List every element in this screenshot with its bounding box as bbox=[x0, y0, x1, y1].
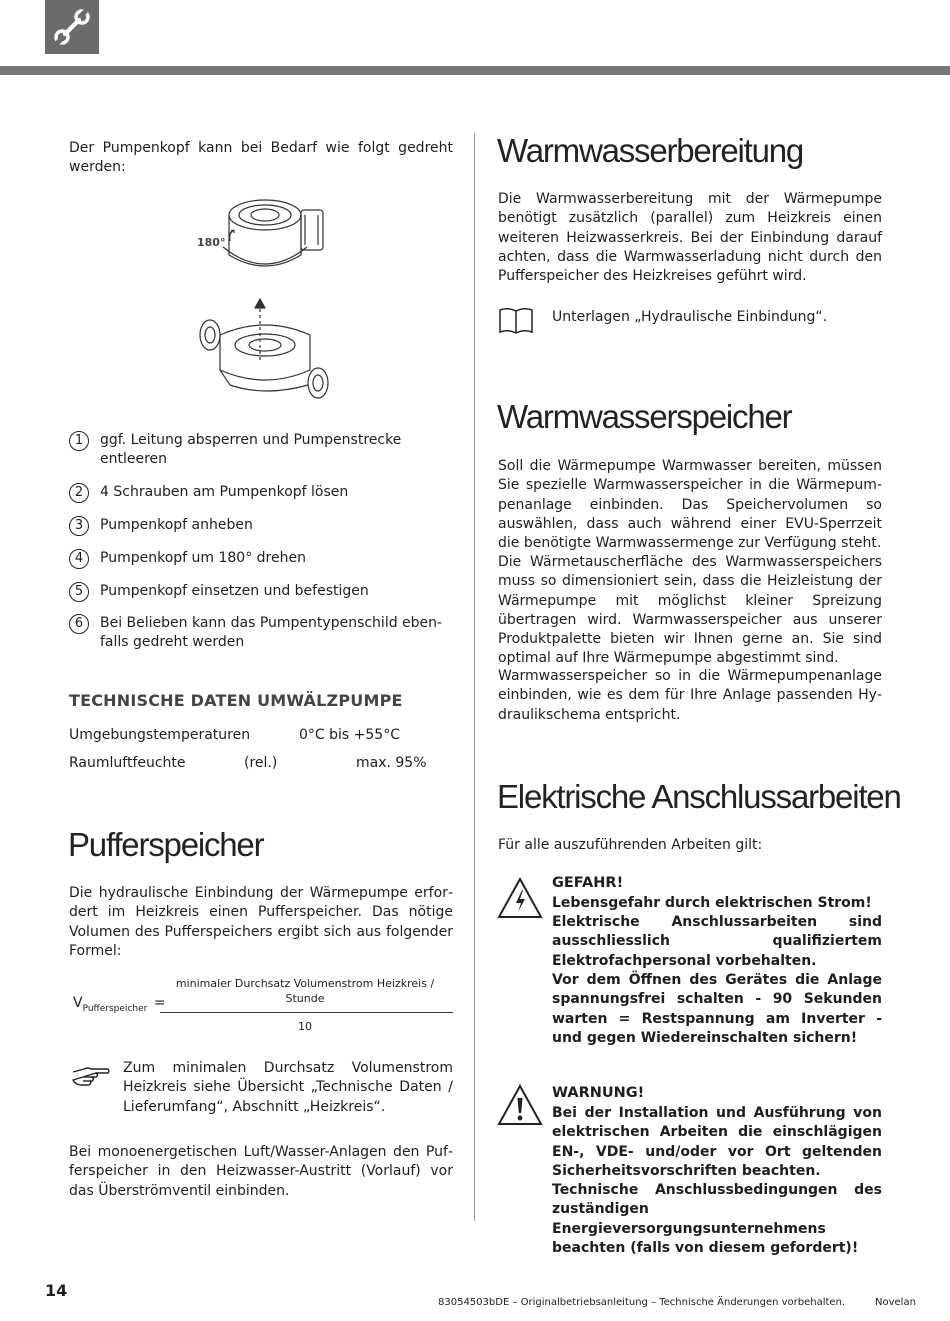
pufferspeicher-heading: Pufferspeicher bbox=[68, 826, 264, 863]
rotation-label: 180° bbox=[197, 236, 226, 249]
pufferspeicher-text: Die hydraulische Einbindung der Wärmepumpe erfordert im Heizkreis einen Pufferspeicher. Das nötige Volumen des Pufferspeichers ergibt sich aus folgender Formel: bbox=[69, 885, 453, 959]
pointing-hand-icon bbox=[70, 1060, 112, 1088]
electric-hazard-icon bbox=[497, 876, 543, 920]
note-text: Zum minimalen Durchsatz Volumenstrom Heizkreis siehe Übersicht „Technische Daten / Lieferumfang“, Abschnitt „Heizkreis“. bbox=[123, 1060, 453, 1115]
tech-row-label: Raumluftfeuchte bbox=[69, 755, 186, 771]
step-text: Pumpenkopf um 180° drehen bbox=[100, 550, 306, 566]
tech-row-label: Umgebungstemperaturen bbox=[69, 727, 251, 743]
warning-icon bbox=[497, 1083, 543, 1127]
hydraulic-reference: Unterlagen „Hydraulische Einbindung“. bbox=[552, 309, 828, 325]
warning-title: WARNUNG! bbox=[552, 1085, 645, 1101]
step-number: 2 bbox=[69, 483, 89, 503]
wrench-icon bbox=[45, 0, 99, 54]
tech-data-heading: TECHNISCHE DATEN UMWÄLZPUMPE bbox=[69, 691, 403, 710]
danger-title: GEFAHR! bbox=[552, 875, 624, 891]
pump-intro: Der Pumpenkopf kann bei Bedarf wie folgt gedreht werden: bbox=[69, 140, 453, 176]
tech-row-qualifier: (rel.) bbox=[244, 755, 278, 771]
step-number: 3 bbox=[69, 516, 89, 536]
step-number: 5 bbox=[69, 582, 89, 602]
formula-subscript: Pufferspeicher bbox=[82, 1004, 148, 1014]
formula-numerator: minimaler Durchsatz Volumenstrom Heizkreis / Stunde bbox=[175, 977, 435, 1005]
warning-text-2: Technische Anschlussbedingungen des zuständigen Energieversorgungsunternehmens beachten (falls von diesem gefordert)! bbox=[552, 1182, 882, 1256]
step-text: Pumpenkopf einsetzen und befestigen bbox=[100, 583, 369, 599]
step-text: 4 Schrauben am Pumpenkopf lösen bbox=[100, 484, 349, 500]
header-bar bbox=[0, 66, 950, 75]
step-text: ggf. Leitung absperren und Pumpenstrecke entleeren bbox=[100, 432, 402, 468]
warmwasserbereitung-heading: Warmwasserbereitung bbox=[497, 132, 804, 169]
mono-text: Bei monoenergetischen Luft/Wasser-Anlagen den Pufferspeicher in den Heizwasser-Austritt (Vorlauf) vor das Überströmventil einbinden. bbox=[69, 1144, 453, 1199]
warmwasserspeicher-text-1: Soll die Wärmepumpe Warmwasser bereiten, müssen Sie spezielle Warmwasserspeicher in die Wärmepumpenanlage einbinden. Das Speichervolumen so auswählen, dass auch während einer EVU-Sperrzeit die benötigte Warmwassermenge zur Verfügung steht. bbox=[498, 458, 882, 552]
warmwasserspeicher-heading: Warmwasserspeicher bbox=[497, 398, 792, 435]
formula-fraction-bar bbox=[160, 1012, 453, 1013]
elektrische-heading: Elektrische Anschlussarbeiten bbox=[497, 778, 901, 815]
step-number: 1 bbox=[69, 431, 89, 451]
danger-text-2: Elektrische Anschlussarbeiten sind ausschliesslich qualifiziertem Elektrofachpersonal vorbehalten. bbox=[552, 914, 882, 969]
tech-row-value: max. 95% bbox=[356, 755, 427, 771]
document-reference: 83054503bDE – Originalbetriebsanleitung – Technische Änderungen vorbehalten. bbox=[438, 1297, 846, 1308]
warmwasserspeicher-text-3: Warmwasserspeicher so in die Wärmepumpenanlage einbinden, wie es dem für Ihre Anlage passenden Hydraulikschema entspricht. bbox=[498, 668, 882, 723]
formula-lhs bbox=[73, 995, 166, 1014]
danger-text-3: Vor dem Öffnen des Gerätes die Anlage spannungsfrei schalten - 90 Sekunden warten = Restspannung am Inverter - und gegen Wiedereinschalten sichern! bbox=[552, 972, 882, 1046]
page-number: 14 bbox=[45, 1281, 68, 1300]
step-text: Pumpenkopf anheben bbox=[100, 517, 253, 533]
step-text: Bei Belieben kann das Pumpentypenschild ebenfalls gedreht werden bbox=[100, 615, 443, 651]
elektrische-intro: Für alle auszuführenden Arbeiten gilt: bbox=[498, 837, 763, 853]
step-number: 6 bbox=[69, 614, 89, 634]
formula-v: V bbox=[73, 995, 83, 1011]
column-divider bbox=[474, 133, 475, 1221]
danger-text-1: Lebensgefahr durch elektrischen Strom! bbox=[552, 895, 872, 911]
step-number: 4 bbox=[69, 549, 89, 569]
formula-equals: = bbox=[153, 995, 166, 1011]
brand-name: Novelan bbox=[875, 1297, 916, 1308]
warmwasserspeicher-text-2: Die Wärmetauscherfläche des Warmwasserspeichers muss so dimensioniert sein, dass die Heizleistung der Wärmepumpe mit möglichst kleiner Spreizung übertragen wird. Warmwasserspeicher aus unserer Produktpalette bieten wir Ihnen gerne an. Sie sind optimal auf Ihre Wärmepumpe abgestimmt sind. bbox=[498, 554, 882, 667]
tech-row-value: 0°C bis +55°C bbox=[299, 727, 400, 743]
formula-denominator: 10 bbox=[298, 1020, 312, 1033]
warning-text-1: Bei der Installation und Ausführung von elektrischen Arbeiten die einschlägigen EN-, VDE- und/oder vor Ort geltenden Sicherheitsvorschriften beachten. bbox=[552, 1105, 882, 1179]
pump-rotation-figure bbox=[190, 185, 340, 410]
book-icon bbox=[497, 306, 535, 336]
warmwasserbereitung-text: Die Warmwasserbereitung mit der Wärmepumpe benötigt zusätzlich (parallel) zum Heizkreis einen weiteren Heizwasserkreis. Bei der Einbindung darauf achten, dass die Warmwasserladung nicht durch den Pufferspeicher des Heizkreises geführt wird. bbox=[498, 191, 882, 285]
